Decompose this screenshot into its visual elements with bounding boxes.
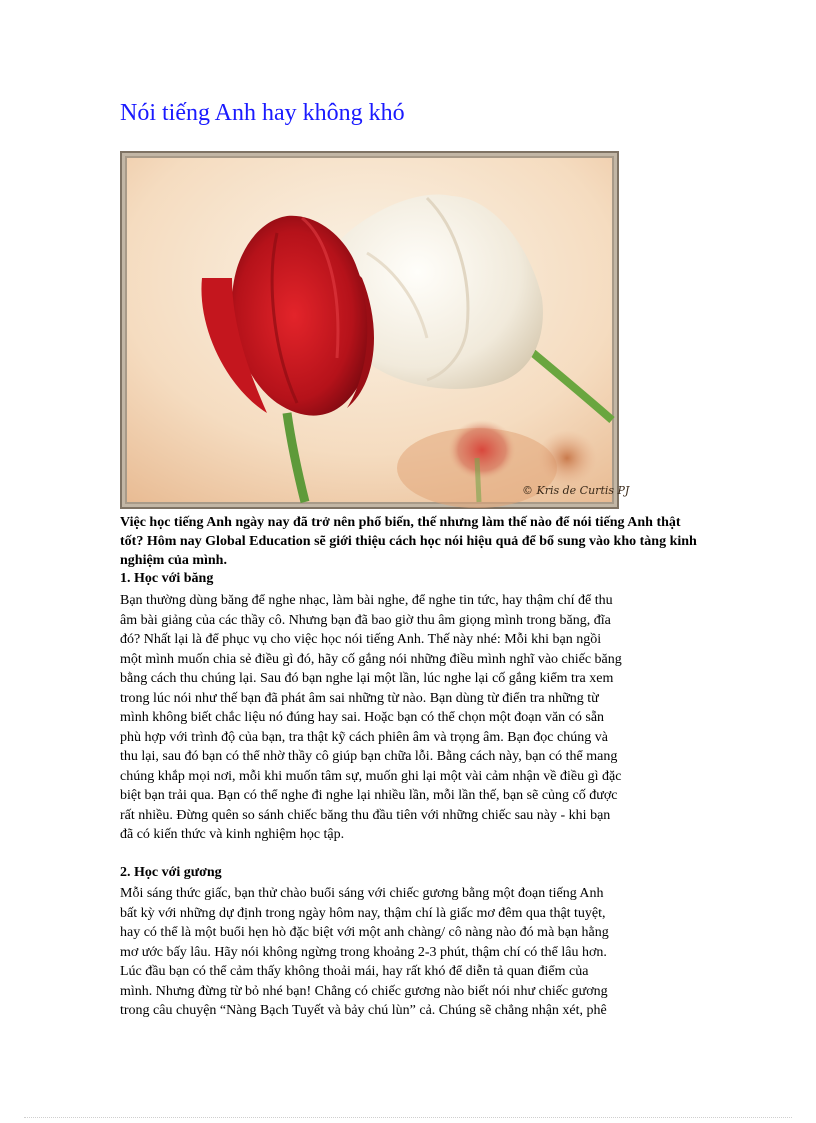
text-line: rất nhiều. Đừng quên so sánh chiếc băng thu đầu tiên với những chiếc sau này - khi bạn — [120, 807, 611, 823]
page-bottom-divider — [24, 1117, 792, 1118]
text-line: phù hợp với trình độ của bạn, tra thật kỹ cách phiên âm và trọng âm. Bạn đọc chúng và — [120, 729, 608, 745]
text-line: đó? Nhất lại là để phục vụ cho việc học nói tiếng Anh. Thế này nhé: Mỗi khi bạn ngồi — [120, 632, 602, 647]
photo-watermark: © Kris de Curtis PJ — [522, 484, 630, 497]
text-line: Lúc đầu bạn có thể cảm thấy không thoải mái, hay rất khó để diễn tả quan điểm của — [120, 964, 589, 979]
text-line: trong lúc nói như thế bạn đã phát âm sai những từ nào. Bạn dùng từ điển tra những từ — [120, 690, 599, 706]
text-line: chúng khắp mọi nơi, mỗi khi muốn tâm sự, muốn ghi lại một vài cảm nhận về điều gì đặc — [120, 768, 622, 784]
section-2-paragraph — [120, 884, 696, 1021]
text-line: mình không biết chắc liệu nó đúng hay sai. Hoặc bạn có thể chọn một đoạn văn có sẵn — [120, 710, 605, 725]
text-line: mơ ước bấy lâu. Hãy nói không ngừng trong khoảng 2-3 phút, thậm chí có thể lâu hơn. — [120, 944, 607, 960]
section-heading-2: 2. Học với gương — [120, 865, 222, 880]
tulip-photo — [120, 151, 630, 509]
text-line: mình. Nhưng đừng từ bỏ nhé bạn! Chẳng có chiếc gương nào biết nói như chiếc gương — [120, 983, 608, 999]
text-line: hay có thể là một buổi hẹn hò đặc biệt với một anh chàng/ cô nàng nào đó mà bạn hằng — [120, 925, 609, 940]
text-line: bất kỳ với những dự định trong ngày hôm nay, thậm chí là giấc mơ đêm qua thật tuyệt, — [120, 905, 606, 921]
text-line: bằng cách thu chúng lại. Sau đó bạn nghe lại một lần, lúc nghe lại cố gắng kiểm tra xem — [120, 671, 614, 686]
text-line: trong câu chuyện “Nàng Bạch Tuyết và bảy chú lùn” cả. Chúng sẽ chẳng nhận xét, phê — [120, 1003, 607, 1018]
text-line: Mỗi sáng thức giấc, bạn thử chào buổi sáng với chiếc gương bằng một đoạn tiếng Anh — [120, 886, 604, 901]
text-line: thu lại, sau đó bạn có thể nhờ thầy cô giúp bạn chữa lỗi. Bằng cách này, bạn có thể mang — [120, 749, 618, 764]
tulip-photo-image — [127, 158, 630, 502]
text-line: một mình muốn chia sẻ điều gì đó, hãy cố gắng nói những điều mình nghĩ vào chiếc băng — [120, 651, 622, 667]
intro-paragraph: Việc học tiếng Anh ngày nay đã trở nên phổ biến, thế nhưng làm thế nào để nói tiếng Anh thật tốt? Hôm nay Global Education sẽ giới thiệu cách học nói hiệu quả để bổ sung vào kho tàng kinh nghiệm của mình. — [120, 515, 697, 568]
text-line: biệt bạn trải qua. Bạn có thể nghe đi nghe lại nhiều lần, mỗi lần thế, bạn sẽ củng cố được — [120, 788, 618, 803]
section-1-paragraph — [120, 591, 696, 845]
section-heading-1: 1. Học với băng — [120, 571, 214, 586]
text-line: đã có kiến thức và kinh nghiệm học tập. — [120, 827, 345, 842]
page-title: Nói tiếng Anh hay không khó — [120, 100, 405, 126]
text-line: âm bài giảng của các thầy cô. Nhưng bạn đã bao giờ thu âm giọng mình trong băng, đĩa — [120, 612, 611, 628]
text-line: Bạn thường dùng băng để nghe nhạc, làm bài nghe, để nghe tin tức, hay thậm chí để thu — [120, 593, 613, 608]
